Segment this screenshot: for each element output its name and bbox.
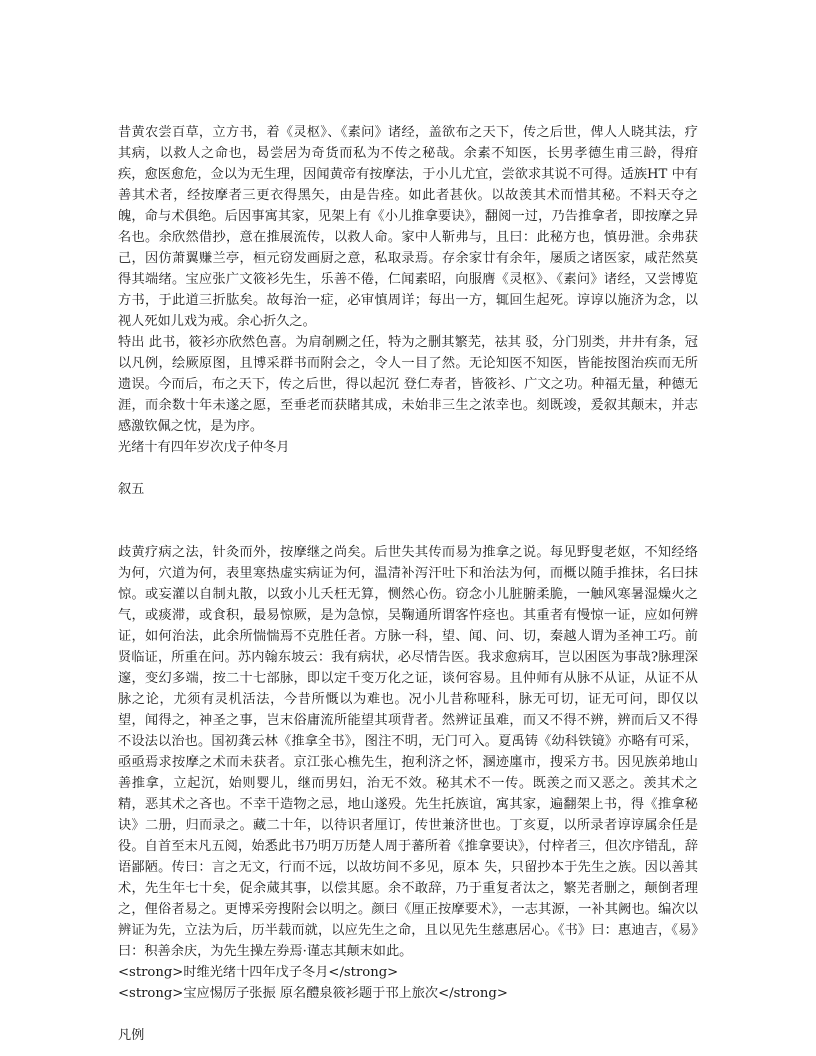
preface-5-heading: 叙五 bbox=[118, 482, 145, 497]
spacer bbox=[118, 458, 698, 479]
next-section-heading: 凡例 bbox=[118, 1028, 145, 1043]
spacer bbox=[118, 521, 698, 542]
spacer bbox=[118, 1004, 698, 1025]
spacer bbox=[118, 500, 698, 521]
preface-5-paragraph-1: 歧黄疗病之法，针灸而外，按摩继之尚矣。后世失其传而易为推拿之说。每见野叟老妪，不知经络为何，穴道为何，表里寒热虚实病证为何，温清补泻汗吐下和治法为何，而概以随手推抹，名曰抹惊。或妄灌以自制丸散，以致小儿夭枉无算，恻然心伤。窃念小儿脏腑柔脆，一触风寒暑湿燥火之气，或痰滞，或食积，最易惊厥，是为急惊，吴鞠通所谓客忤痉也。其重者有慢惊一证，应如何辨证，如何治法，此余所惴惴焉不克胜任者。方脉一科，望、闻、问、切，秦越人谓为圣神工巧。前贤临证，所重在问。苏内翰东坡云：我有病状，必尽情告医。我求愈病耳，岂以困医为事哉?脉理深邃，变幻多端，按二十七部脉，即以定千变万化之证，谈何容易。且仲师有从脉不从证，从证不从脉之论，尤须有灵机活法，今昔所慨以为难也。况小儿昔称哑科，脉无可切，证无可问，即仅以望，闻得之，神圣之事，岂末俗庸流所能望其项背者。然辨证虽难，而又不得不辨，辨而后又不得不设法以治也。国初龚云林《推拿全书》，图注不明，无门可入。夏禹铸《幼科铁镜》亦略有可采，亟亟焉求按摩之术而未获者。京江张心樵先生，抱利济之怀，溷迹廛市，搜采方书。因见族弟地山善推拿，立起沉，始则婴儿，继而男妇，治无不效。秘其术不一传。既羡之而又恶之。羡其术之精，恶其术之吝也。不幸干造物之忌，地山遂殁。先生托族谊，寓其家，遍翻架上书，得《推拿秘诀》二册，归而录之。藏二十年，以待识者厘订，传世兼济世也。丁亥夏，以所录者谆谆属余任是役。自首至末凡五阅，始悉此书乃明万历楚人周于蕃所着《推拿要诀》，付梓者三，但次序错乱，辞语鄙陋。传曰：言之无文，行而不远，以故坊间不多见，原本 失，只留抄本于先生之族。因以善其术，先生年七十矣，促余蒇其事，以偿其愿。余不敢辞，乃于重复者汰之，繁芜者删之，颠倒者理之，俚俗者易之。更博采旁搜附会以明之。颜曰《厘正按摩要术》，一志其源，一补其阙也。编次以辨证为先，立法为后，历半载而就，以应先生之命，且以见先生慈惠居心。《书》曰：惠迪吉，《易》曰：积善余庆，为先生操左券焉·谨志其颠末如此。 bbox=[118, 545, 698, 959]
preface-4-date: 光绪十有四年岁次戊子仲冬月 bbox=[118, 440, 290, 455]
preface-5-signature: <strong>宝应惕厉子张振 原名醴泉筱衫题于邗上旅次</strong> bbox=[118, 986, 508, 1001]
document-body bbox=[118, 122, 698, 1046]
preface-4-paragraph-1: 昔黄农尝百草，立方书，着《灵枢》、《素问》诸经，盖欲布之天下，传之后世，俾人人晓其法，疗其病，以救人之命也，曷尝居为奇货而私为不传之秘哉。余素不知医，长男孝德生甫三龄，得疳疾，愈医愈危，佥以为无生理，因闻黄帝有按摩法，于小儿尤宜，尝欲求其说不可得。适族HT 中有善其术者，经按摩者三更衣得黑矢，由是告痊。如此者甚伙。以故羡其术而惜其秘。不料天夺之魄，命与术俱绝。后因事寓其家，见架上有《小儿推拿要诀》，翻阅一过，乃告推拿者，即按摩之异名也。余欣然借抄，意在推展流传，以救人命。家中人靳弗与，且曰：此秘方也，慎毋泄。余弗获己，因仿萧翼赚兰亭，桓元窃发画厨之意，私取录焉。存余家廿有余年，屡质之诸医家，咸茫然莫得其端绪。宝应张广文筱衫先生，乐善不倦，仁闻素昭，向服膺《灵枢》、《素问》诸经，又尝博览方书，于此道三折肱矣。故每治一症，必审慎周详；每出一方，辄回生起死。谆谆以施济为念，以视人死如儿戏为戒。余心折久之。 bbox=[118, 125, 698, 329]
preface-4-paragraph-2: 特出 此书，筱衫亦欣然色喜。为肩剞劂之任，特为之删其繁芜，祛其 驳，分门别类，井井有条，冠以凡例，绘厥原图，且博采群书而附会之，令人一目了然。无论知医不知医，皆能按图治疾而无所遗误。今而后，布之天下，传之后世，得以起沉 登仁寿者，皆筱衫、广文之功。种福无量，种德无涯，而余数十年未遂之愿，至垂老而获睹其成，未始非三生之浓幸也。刻既竣，爰叙其颠末，并志感激钦佩之忱，是为序。 bbox=[118, 335, 698, 434]
preface-5-date: <strong>时维光绪十四年戊子冬月</strong> bbox=[118, 965, 399, 980]
